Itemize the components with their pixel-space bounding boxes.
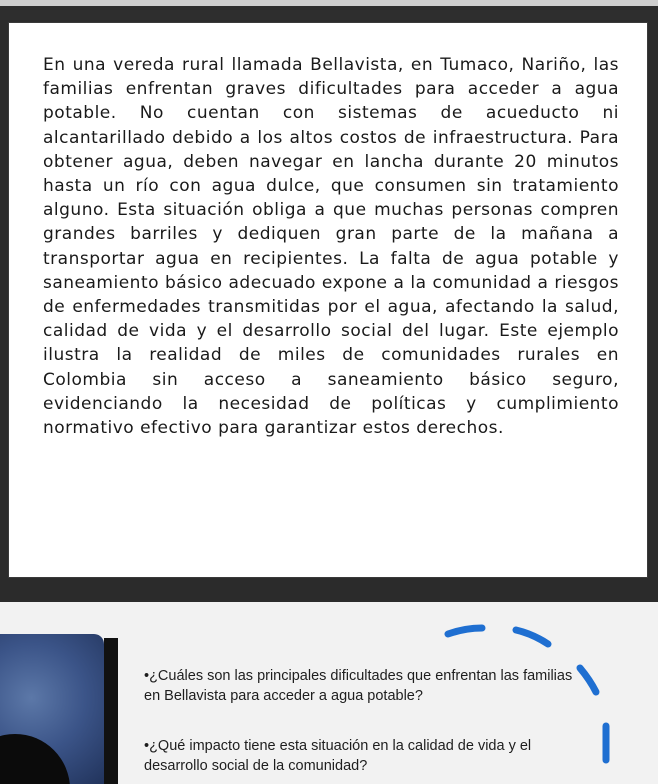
divider-band — [0, 580, 658, 602]
question-1: •¿Cuáles son las principales dificultades que enfrentan las familias en Bellavista para acceder a agua potable? — [144, 668, 573, 704]
slide-photo-frame — [104, 638, 118, 784]
document-paragraph: En una vereda rural llamada Bellavista, en Tumaco, Nariño, las familias enfrentan graves dificultades para acceder a agua potable. No cuentan con sistemas de acueducto ni alcantarillado debido a los altos costos de infraestructura. Para obtener agua, deben navegar en lancha durante 20 minutos hasta un río con agua dulce, que consumen sin tratamiento alguno. Esta situación obliga a que muchas personas compren grandes barriles y dediquen gran parte de la mañana a transportar agua en recipientes. La falta de agua potable y saneamiento básico adecuado expone a la comunidad a riesgos de enfermedades transmitidas por el agua, afectando la salud, calidad de vida y el desarrollo social del lugar. Este ejemplo ilustra la realidad de miles de comunidades rurales en Colombia sin acceso a saneamiento básico seguro, evidenciando la necesidad de políticas y cumplimiento normativo efectivo para garantizar estos derechos. — [43, 55, 619, 439]
question-2: •¿Qué impacto tiene esta situación en la calidad de vida y el desarrollo social de la comunidad? — [144, 738, 532, 774]
swoosh-dash-2 — [516, 630, 548, 644]
document-panel — [8, 22, 648, 578]
slide-panel — [0, 602, 658, 784]
swoosh-dash-1 — [448, 628, 482, 634]
top-strip-highlight — [0, 0, 658, 6]
slide-photo — [0, 634, 104, 784]
